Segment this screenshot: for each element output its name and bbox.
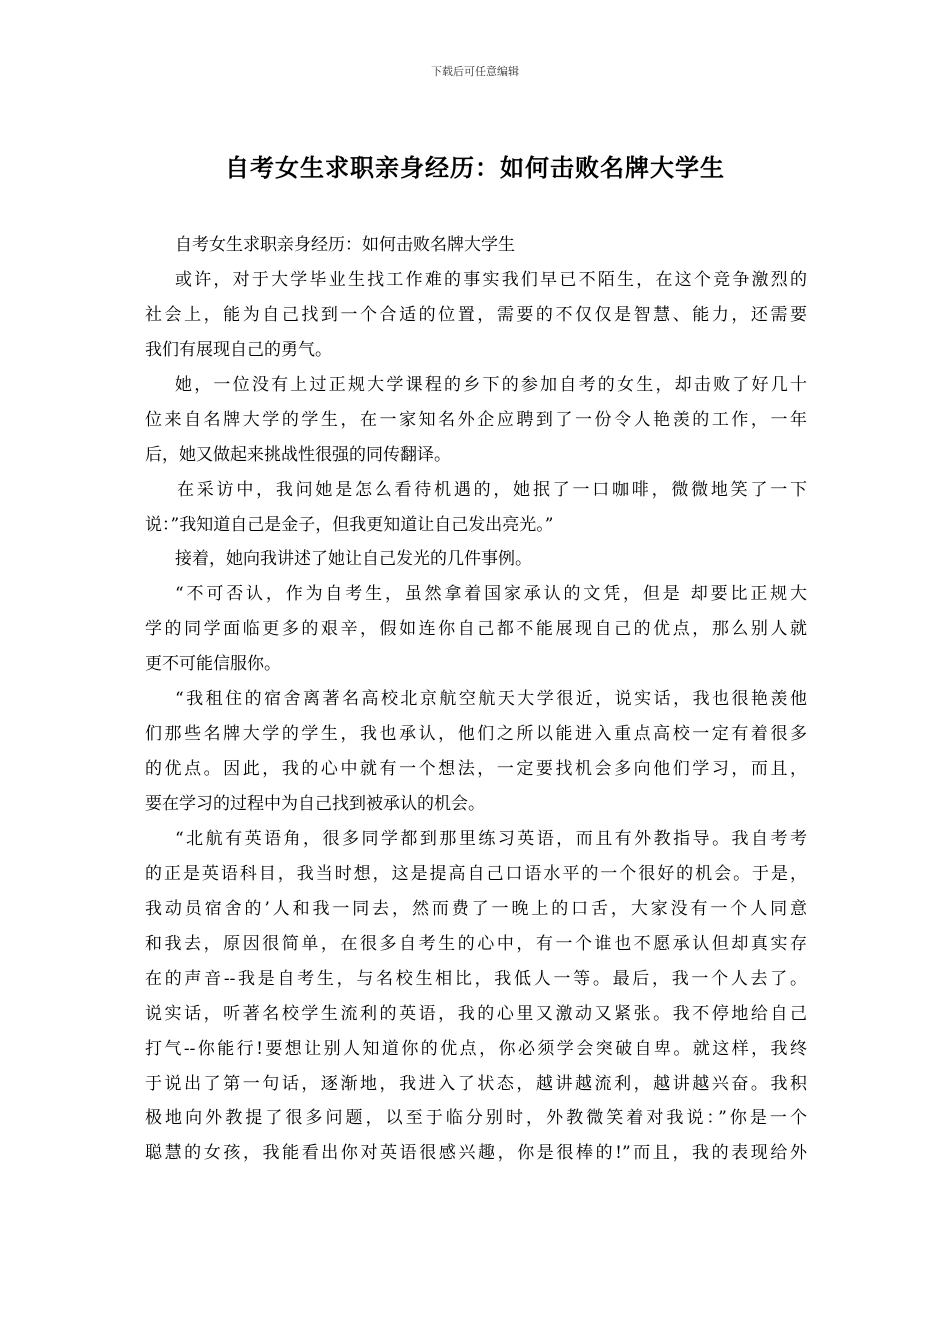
body-line: 学的同学面临更多的艰辛，假如连你自己都不能展现自己的优点，那么别人就 [145,619,807,640]
body-line: 打气--你能行!要想让别人知道你的优点，你必须学会突破自卑。就这样，我终 [145,1038,807,1059]
body-line: 更不可能信服你。 [145,654,281,675]
body-line: 自考女生求职亲身经历：如何击败名牌大学生 [175,235,515,255]
body-line: 聪慧的女孩，我能看出你对英语很感兴趣，你是很棒的!”而且，我的表现给外 [145,1143,807,1164]
document-body [145,228,807,1171]
body-line: 说：”我知道自己是金子，但我更知道让自己发出亮光。” [145,514,554,535]
body-line: “我租住的宿舍离著名高校北京航空航天大学很近，说实话，我也很艳羡他 [175,689,807,710]
body-line: 我们有展现自己的勇气。 [145,339,332,360]
body-line: 我动员宿舍的’人和我一同去，然而费了一晚上的口舌，大家没有一个人同意 [145,898,807,919]
body-line: 于说出了第一句话，逐渐地，我进入了状态，越讲越流利，越讲越兴奋。我积 [145,1073,807,1094]
body-line: 后，她又做起来挑战性很强的同传翻译。 [145,444,451,465]
body-line: 们那些名牌大学的学生，我也承认，他们之所以能进入重点高校一定有着很多 [145,724,807,745]
body-line: 或许，对于大学毕业生找工作难的事实我们早已不陌生，在这个竞争激烈的 [175,269,807,290]
body-line: “不可否认，作为自考生，虽然拿着国家承认的文凭，但是 却要比正规大 [175,584,807,605]
body-line: 接着，她向我讲述了她让自己发光的几件事例。 [175,549,532,570]
page-header-note: 下载后可任意编辑 [431,65,519,78]
body-line: 社会上，能为自己找到一个合适的位置，需要的不仅仅是智慧、能力，还需要 [145,304,807,325]
body-line: 要在学习的过程中为自己找到被承认的机会。 [145,794,485,814]
body-line: 的正是英语科目，我当时想，这是提高自己口语水平的一个很好的机会。于是， [145,863,807,884]
body-line: 她，一位没有上过正规大学课程的乡下的参加自考的女生，却击败了好几十 [175,374,807,395]
body-line: 位来自名牌大学的学生，在一家知名外企应聘到了一份令人艳羡的工作，一年 [145,409,807,430]
body-line: 的优点。因此，我的心中就有一个想法，一定要找机会多向他们学习，而且， [145,759,807,780]
document-title: 自考女生求职亲身经历：如何击败名牌大学生 [225,153,725,182]
body-line: 在采访中，我问她是怎么看待机遇的，她抿了一口咖啡，微微地笑了一下 [177,479,807,500]
body-line: 在的声音--我是自考生，与名校生相比，我低人一等。最后，我一个人去了。 [145,968,807,989]
body-line: 和我去，原因很简单，在很多自考生的心中，有一个谁也不愿承认但却真实存 [145,933,807,954]
body-line: 说实话，听著名校学生流利的英语，我的心里又激动又紧张。我不停地给自己 [145,1003,807,1024]
body-line: 极地向外教提了很多问题，以至于临分别时，外教微笑着对我说：”你是一个 [145,1108,807,1129]
body-line: “北航有英语角，很多同学都到那里练习英语，而且有外教指导。我自考考 [175,828,807,849]
